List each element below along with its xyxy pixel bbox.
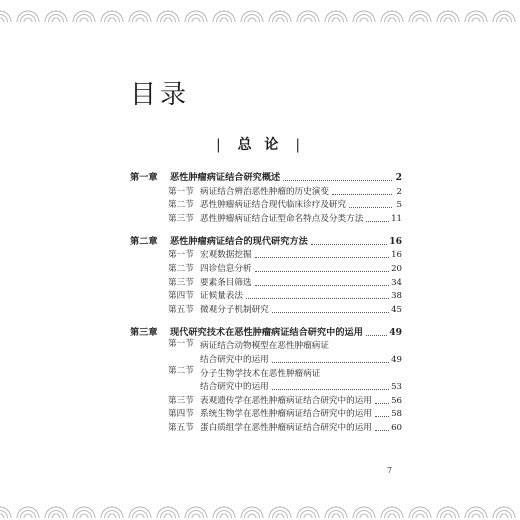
wave-arc [332, 18, 340, 22]
wave-arc [220, 514, 228, 518]
section-number: 第二节 [168, 200, 194, 211]
dot-leader [272, 312, 389, 313]
part-bar-right: | [295, 137, 305, 153]
wave-arc [360, 514, 368, 518]
part-label: 总 论 [237, 137, 283, 153]
section-number: 第一节 [168, 250, 194, 261]
toc-section[interactable] [130, 183, 402, 197]
wave-arc [24, 18, 32, 22]
section-title: 微观分子机制研究 [200, 304, 269, 315]
section-page: 60 [391, 422, 402, 433]
wave-arc [332, 514, 340, 518]
section-line [200, 338, 402, 352]
section-page: 45 [391, 304, 402, 315]
wave-arc [52, 514, 60, 518]
toc-chapter[interactable] [130, 321, 402, 338]
wave-arc [108, 18, 116, 22]
wave-arc [416, 514, 424, 518]
chapter-page: 16 [389, 235, 402, 247]
wave-arc [444, 18, 452, 22]
section-page: 11 [391, 213, 402, 224]
toc-section[interactable] [130, 197, 402, 211]
section-title: 四诊信息分析 [200, 263, 252, 274]
wave-arc [388, 514, 396, 518]
toc-section[interactable] [130, 301, 402, 315]
section-page: 58 [391, 409, 402, 420]
section-title: 系统生物学在恶性肿瘤病证结合研究中的运用 [200, 409, 372, 420]
section-page: 56 [391, 395, 402, 406]
chapter-number: 第三章 [130, 326, 158, 338]
dot-leader [366, 335, 387, 336]
section-number: 第二节 [168, 263, 194, 274]
wave-arc [136, 514, 144, 518]
wave-arc [276, 514, 284, 518]
dot-leader [349, 207, 392, 208]
chapter-page: 2 [395, 172, 402, 183]
section-title: 宏观数据挖掘 [200, 250, 252, 261]
wave-arc [52, 18, 60, 22]
section-page: 49 [391, 354, 402, 365]
section-number: 第三节 [168, 277, 194, 288]
wave-arc [248, 18, 256, 22]
part-heading [0, 134, 520, 154]
page-title: 目录 [130, 80, 191, 110]
section-number: 第三节 [168, 395, 194, 406]
section-number: 第四节 [168, 291, 194, 302]
wave-arc [80, 514, 88, 518]
dot-leader [332, 194, 392, 195]
dot-leader [246, 298, 389, 299]
toc-section[interactable] [130, 210, 402, 224]
section-title: 恶性肿瘤病证结合证型命名特点及分类方法 [200, 213, 364, 224]
wave-arc [0, 18, 4, 22]
dot-leader [375, 416, 389, 417]
bottom-wave-border [0, 494, 520, 520]
section-body [200, 365, 402, 392]
section-line [200, 379, 402, 393]
wave-arc [0, 514, 4, 518]
section-line [200, 365, 402, 379]
section-page: 20 [391, 263, 402, 274]
wave-arc [388, 18, 396, 22]
chapter-number: 第一章 [130, 172, 158, 183]
section-title: 表观遗传学在恶性肿瘤病证结合研究中的运用 [200, 395, 372, 406]
dot-leader [272, 362, 389, 363]
wave-arc [416, 18, 424, 22]
wave-arc [220, 18, 228, 22]
wave-arc [192, 514, 200, 518]
wave-arc [164, 18, 172, 22]
section-page: 38 [391, 291, 402, 302]
dot-leader [255, 271, 389, 272]
section-page: 53 [391, 382, 402, 393]
dot-leader [283, 180, 392, 181]
section-page: 5 [396, 200, 402, 211]
section-number: 第三节 [168, 213, 194, 224]
section-number: 第二节 [168, 365, 194, 376]
chapter-number: 第二章 [130, 235, 158, 247]
toc-section[interactable] [130, 392, 402, 406]
wave-arc [472, 18, 480, 22]
wave-arc [164, 514, 172, 518]
section-page: 2 [396, 186, 402, 197]
toc-section[interactable] [130, 260, 402, 274]
section-title: 证候量表法 [200, 291, 243, 302]
wave-arc [24, 514, 32, 518]
toc-section[interactable] [130, 338, 402, 365]
wave-arc [472, 514, 480, 518]
section-page: 34 [391, 277, 402, 288]
wave-arc [444, 514, 452, 518]
section-title: 要素条目筛选 [200, 277, 252, 288]
toc-chapter[interactable] [130, 230, 402, 247]
wave-arc [80, 18, 88, 22]
chapter-page: 49 [389, 326, 402, 338]
wave-arc [304, 18, 312, 22]
section-number: 第五节 [168, 304, 194, 315]
section-title: 蛋白质组学在恶性肿瘤病证结合研究中的运用 [200, 422, 372, 433]
section-number: 第五节 [168, 422, 194, 433]
wave-arc [192, 18, 200, 22]
section-number: 第一节 [168, 338, 194, 349]
wave-arc [500, 18, 508, 22]
toc-section[interactable] [130, 274, 402, 288]
part-bar-left: | [215, 137, 225, 153]
section-title-line2: 结合研究中的运用 [200, 354, 269, 365]
dot-leader [366, 221, 389, 222]
toc-section[interactable] [130, 288, 402, 302]
section-line [200, 351, 402, 365]
section-body [200, 338, 402, 365]
toc-section[interactable] [130, 365, 402, 392]
toc-section[interactable] [130, 419, 402, 433]
section-title: 恶性肿瘤病证结合现代临床诊疗及研究 [200, 200, 347, 211]
toc-section[interactable] [130, 247, 402, 261]
toc-section[interactable] [130, 406, 402, 420]
chapter-title: 恶性肿瘤病证结合研究概述 [170, 172, 281, 183]
top-wave-border [0, 0, 520, 26]
dot-leader [375, 430, 389, 431]
chapter-title: 现代研究技术在恶性肿瘤病证结合研究中的运用 [170, 326, 363, 338]
section-title-line1: 分子生物学技术在恶性肿瘤病证 [200, 368, 321, 379]
wave-arc [108, 514, 116, 518]
page-number: 7 [387, 466, 393, 475]
dot-leader [375, 403, 389, 404]
dot-leader [272, 389, 389, 390]
section-page: 16 [391, 250, 402, 261]
wave-arc [248, 514, 256, 518]
wave-arc [360, 18, 368, 22]
dot-leader [255, 257, 389, 258]
section-title-line2: 结合研究中的运用 [200, 382, 269, 393]
section-number: 第四节 [168, 409, 194, 420]
dot-leader [311, 244, 387, 245]
wave-arc [136, 18, 144, 22]
table-of-contents [130, 166, 402, 433]
section-title-line1: 病证结合动物模型在恶性肿瘤病证 [200, 341, 329, 352]
section-title: 病证结合辨治恶性肿瘤的历史演变 [200, 186, 329, 197]
dot-leader [255, 285, 389, 286]
wave-arc [304, 514, 312, 518]
toc-chapter[interactable] [130, 166, 402, 183]
chapter-title: 恶性肿瘤病证结合的现代研究方法 [170, 235, 308, 247]
wave-arc [276, 18, 284, 22]
section-number: 第一节 [168, 186, 194, 197]
wave-arc [500, 514, 508, 518]
